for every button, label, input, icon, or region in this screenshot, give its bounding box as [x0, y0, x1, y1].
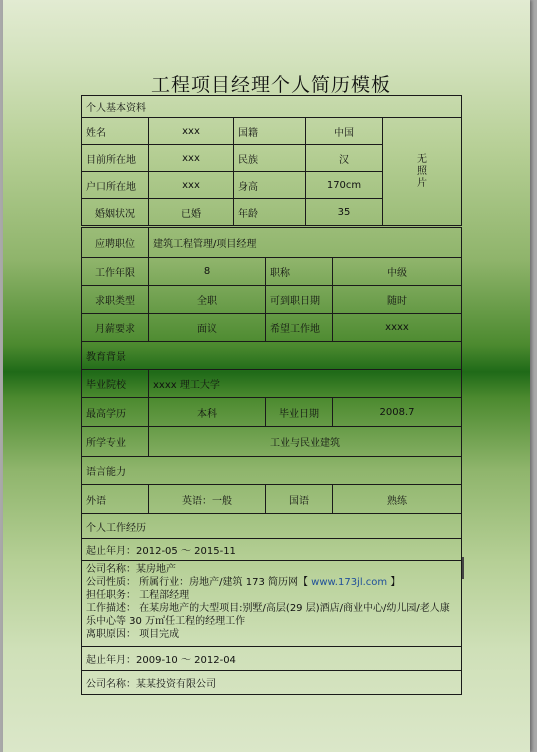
table-row: [82, 228, 462, 258]
marital-value: 已婚: [149, 199, 234, 226]
years-label: 工作年限: [82, 258, 149, 286]
available-value: 随时: [333, 286, 462, 314]
job1-role: 担任职务： 工程部经理: [86, 590, 190, 601]
table-row: [82, 370, 462, 398]
foreign-label: 外语: [82, 485, 149, 514]
section-header-education: 教育背景: [82, 342, 462, 370]
table-row: [82, 118, 462, 145]
title-label: 职称: [266, 258, 333, 286]
school-label: 毕业院校: [82, 370, 149, 398]
salary-value: 面议: [149, 314, 266, 342]
available-label: 可到职日期: [266, 286, 333, 314]
degree-value: 本科: [149, 398, 266, 427]
place-label: 希望工作地: [266, 314, 333, 342]
table-row: [82, 96, 462, 118]
job2-company: 公司名称：某某投资有限公司: [82, 671, 462, 695]
hukou-value: xxx: [149, 172, 234, 199]
grad-label: 毕业日期: [266, 398, 333, 427]
job1-period: 起止年月：2012-05 ～ 2015-11: [82, 539, 462, 561]
table-row: [82, 427, 462, 457]
job1-leave: 离职原因： 项目完成: [86, 629, 180, 640]
job-table: [81, 227, 462, 695]
mandarin-label: 国语: [266, 485, 333, 514]
table-row: [82, 457, 462, 485]
table-row: [82, 342, 462, 370]
age-value: 35: [306, 199, 383, 226]
mandarin-value: 熟练: [333, 485, 462, 514]
nationality-value: 中国: [306, 118, 383, 145]
page-title: 工程项目经理个人简历模板: [150, 74, 391, 96]
section-header-basic: 个人基本资料: [82, 96, 462, 118]
height-value: 170cm: [306, 172, 383, 199]
table-row: [82, 314, 462, 342]
document-page: [3, 0, 530, 752]
table-row: [82, 539, 462, 561]
ethnicity-value: 汉: [306, 145, 383, 172]
name-label: 姓名: [82, 118, 149, 145]
type-value: 全职: [149, 286, 266, 314]
job1-nature-close: 】: [387, 577, 401, 588]
job2-period: 起止年月：2009-10 ～ 2012-04: [82, 647, 462, 671]
position-value: 建筑工程管理/项目经理: [149, 228, 462, 258]
table-row: [82, 258, 462, 286]
location-label: 目前所在地: [82, 145, 149, 172]
job1-nature-text: 公司性质： 所属行业：房地产/建筑 173 简历网【: [86, 577, 312, 588]
job1-details: [82, 561, 462, 647]
age-label: 年龄: [234, 199, 306, 226]
photo-placeholder: [383, 118, 462, 226]
nationality-label: 国籍: [234, 118, 306, 145]
table-row: [82, 286, 462, 314]
hukou-label: 户口所在地: [82, 172, 149, 199]
position-label: 应聘职位: [82, 228, 149, 258]
table-row: [82, 671, 462, 695]
years-value: 8: [149, 258, 266, 286]
grad-value: 2008.7: [333, 398, 462, 427]
height-label: 身高: [234, 172, 306, 199]
school-value: xxxx 理工大学: [149, 370, 462, 398]
title-value: 中级: [333, 258, 462, 286]
location-value: xxx: [149, 145, 234, 172]
text-cursor: [462, 557, 464, 579]
section-header-language: 语言能力: [82, 457, 462, 485]
table-row: [82, 561, 462, 647]
job1-company: 公司名称：某房地产: [86, 564, 176, 575]
name-value: xxx: [149, 118, 234, 145]
place-value: xxxx: [333, 314, 462, 342]
table-row: [82, 398, 462, 427]
degree-label: 最高学历: [82, 398, 149, 427]
job1-desc: 工作描述： 在某房地产的大型项目:别墅/高层(29 层)酒店/商业中心/幼儿园/老人康乐中心等 30 万㎡任工程的经理工作: [86, 603, 450, 627]
marital-label: 婚姻状况: [82, 199, 149, 226]
ethnicity-label: 民族: [234, 145, 306, 172]
table-row: [82, 514, 462, 539]
major-value: 工业与民业建筑: [149, 427, 462, 457]
table-row: [82, 647, 462, 671]
site-link[interactable]: www.173jl.com: [311, 577, 388, 588]
resume-table: [81, 95, 462, 226]
table-row: [82, 485, 462, 514]
major-label: 所学专业: [82, 427, 149, 457]
salary-label: 月薪要求: [82, 314, 149, 342]
type-label: 求职类型: [82, 286, 149, 314]
section-header-experience: 个人工作经历: [82, 514, 462, 539]
photo-text: 无 照 片: [417, 153, 427, 189]
foreign-value: 英语：一般: [149, 485, 266, 514]
job1-nature: [86, 576, 457, 589]
